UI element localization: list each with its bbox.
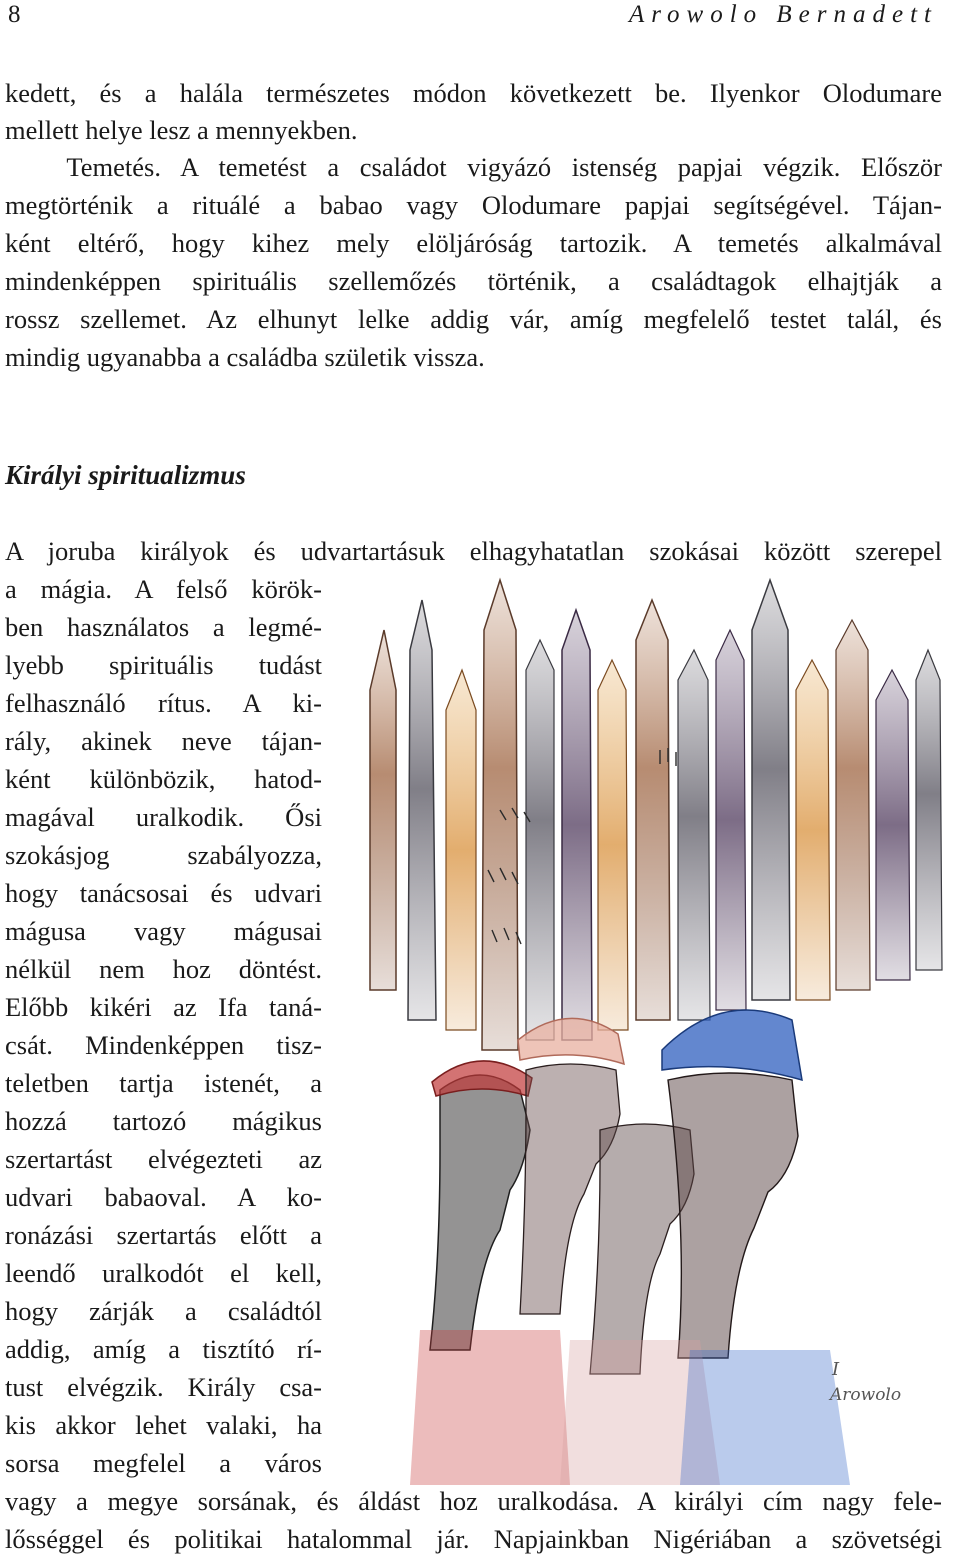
section-heading: Királyi spiritualizmus: [5, 460, 246, 490]
text-line: nélkül nem hoz döntést.: [5, 954, 322, 984]
text-line: mágusa vagy mágusai: [5, 916, 322, 946]
tower-shape: [408, 600, 436, 1020]
text-line: tust elvégzik. Király csa-: [5, 1372, 322, 1402]
signature-mark: I: [832, 1359, 840, 1380]
text-line: addig, amíg a tisztító rí-: [5, 1334, 322, 1364]
tower-shape: [562, 610, 592, 1040]
text-line: ként különbözik, hatod-: [5, 764, 322, 794]
text-line: ronázási szertartás előtt a: [5, 1220, 322, 1250]
text-line: kis akkor lehet valaki, ha: [5, 1410, 322, 1440]
text-line: teletben tartja istenét, a: [5, 1068, 322, 1098]
running-title: Arowolo Bernadett: [628, 1, 938, 28]
text-line: Temetés. A temetést a családot vigyázó istenség papjai végzik. Először: [5, 152, 942, 182]
tower-shape: [370, 630, 396, 990]
text-line: sorsa megfelel a város: [5, 1448, 322, 1478]
text-line: a mágia. A felső körök-: [5, 574, 322, 604]
text-line: megtörténik a rituálé a babao vagy Olodumare papjai segítségével. Tájan-: [5, 190, 942, 220]
king-court-illustration: [350, 570, 950, 1485]
tower-shape: [716, 630, 746, 1010]
tower-shape: [482, 580, 518, 1050]
text-line: rossz szellemet. Az elhunyt lelke addig vár, amíg megfelelő testet talál, és: [5, 304, 942, 334]
text-line: kedett, és a halála természetes módon következett be. Ilyenkor Olodumare: [5, 78, 942, 108]
tower-shape: [836, 620, 870, 990]
text-line: A joruba királyok és udvartartásuk elhagyhatatlan szokásai között szerepel: [5, 536, 942, 566]
signature: Arowolo: [830, 1385, 902, 1405]
text-line: felhasználó rítus. A ki-: [5, 688, 322, 718]
tower-shape: [876, 670, 910, 980]
tower-shape: [796, 660, 830, 1000]
tower-shape: [636, 600, 670, 1020]
text-line: mellett helye lesz a mennyekben.: [5, 115, 358, 145]
text-line: hogy zárják a családtól: [5, 1296, 322, 1326]
text-line: mindenképpen spirituális szellemőzés történik, a családtagok elhajtják a: [5, 266, 942, 296]
tower-shape: [752, 580, 790, 1000]
text-line: hozzá tartozó mágikus: [5, 1106, 322, 1136]
text-line: leendő uralkodót el kell,: [5, 1258, 322, 1288]
text-line: mindig ugyanabba a családba születik vissza.: [5, 342, 485, 372]
tower-shape: [446, 670, 476, 1030]
text-line: vagy a megye sorsának, és áldást hoz uralkodása. A királyi cím nagy fele-: [5, 1486, 942, 1516]
page-number: 8: [8, 1, 21, 28]
text-line: udvari babaoval. A ko-: [5, 1182, 322, 1212]
red-garment: [410, 1330, 570, 1485]
tower-shape: [678, 650, 710, 1020]
figure-profile: [668, 1073, 798, 1358]
blue-garment: [680, 1350, 850, 1485]
tower-shape: [916, 650, 942, 970]
text-line: ben használatos a legmé-: [5, 612, 322, 642]
figure-profile: [430, 1075, 530, 1350]
signature-block: [828, 1359, 901, 1405]
text-line: Előbb kikéri az Ifa taná-: [5, 992, 322, 1022]
text-line: szertartást elvégezteti az: [5, 1144, 322, 1174]
tower-shape: [598, 660, 628, 1030]
text-line: lyebb spirituális tudást: [5, 650, 322, 680]
text-line: magával uralkodik. Ősi: [5, 802, 322, 832]
text-line: rály, akinek neve tájan-: [5, 726, 322, 756]
text-line: ként eltérő, hogy kihez mely elöljáróság tartozik. A temetés alkalmával: [5, 228, 942, 258]
text-line: szokásjog szabályozza,: [5, 840, 322, 870]
text-line: csát. Mindenképpen tisz-: [5, 1030, 322, 1060]
figure-group: [410, 1010, 850, 1485]
page-header: [0, 0, 960, 34]
tower-shape: [526, 640, 554, 1040]
text-line: lősséggel és politikai hatalommal jár. Napjainkban Nigériában a szövetségi: [5, 1524, 942, 1554]
text-line: hogy tanácsosai és udvari: [5, 878, 322, 908]
towers: [370, 580, 942, 1050]
